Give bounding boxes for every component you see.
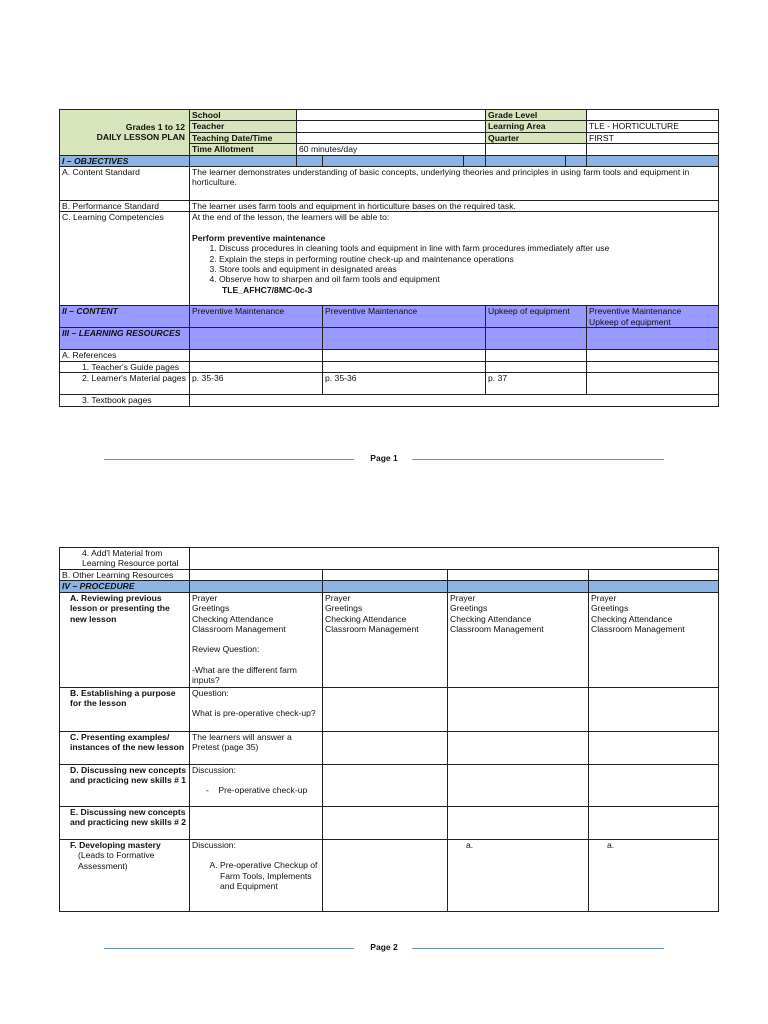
procedure-d-day1[interactable]: Discussion: - Pre-operative check-up [190, 764, 323, 806]
learning-area-label: Learning Area [486, 121, 587, 132]
learning-area-value[interactable]: TLE - HORTICULTURE [587, 121, 719, 132]
dlp-title: Grades 1 to 12 DAILY LESSON PLAN [60, 110, 190, 156]
learners-material-label: 2. Learner's Material pages [60, 373, 190, 395]
lesson-plan-table-page1 [59, 109, 719, 407]
school-value[interactable] [297, 110, 486, 121]
competencies-cell[interactable] [190, 212, 719, 306]
references-label: A. References [60, 350, 190, 361]
performance-standard-label: B. Performance Standard [60, 201, 190, 212]
lesson-plan-table-page2 [59, 547, 719, 912]
grade-level-label: Grade Level [486, 110, 587, 121]
lm-day3[interactable]: p. 37 [486, 373, 587, 395]
competencies-intro: At the end of the lesson, the learners will be able to: [192, 212, 390, 223]
procedure-f-day4[interactable]: a. [589, 839, 719, 911]
school-label: School [190, 110, 297, 121]
content-standard-text[interactable]: The learner demonstrates understanding of basic concepts, underlying theories and principles in using farm tools and equipment in horticulture. [190, 167, 719, 201]
lm-day2[interactable]: p. 35-36 [323, 373, 486, 395]
addl-material-label: 4. Add'l Material from Learning Resource portal [60, 548, 190, 570]
procedure-b-label: B. Establishing a purpose for the lesson [60, 687, 190, 731]
teaching-date-label: Teaching Date/Time [190, 132, 297, 143]
procedure-f-sublabel: (Leads to Formative Assessment) [78, 850, 155, 871]
competencies-title: Perform preventive maintenance [192, 232, 326, 243]
content-standard-label: A. Content Standard [60, 167, 190, 201]
competencies-label: C. Learning Competencies [60, 212, 190, 306]
procedure-f-label: F. Developing mastery (Leads to Formative Assessment) [60, 839, 190, 911]
teaching-date-value[interactable] [297, 132, 486, 143]
page-footer-2 [104, 942, 664, 954]
procedure-a-day1[interactable]: Prayer Greetings Checking Attendance Classroom Management Review Question: -What are the different farm inputs? [190, 592, 323, 687]
procedure-heading: IV – PROCEDURE [60, 581, 190, 592]
procedure-a-day2[interactable]: Prayer Greetings Checking Attendance Classroom Management [323, 592, 448, 687]
review-question: -What are the different farm inputs? [192, 664, 297, 686]
review-question-label: Review Question: [192, 644, 260, 655]
objectives-heading: I – OBJECTIVES [60, 155, 190, 166]
procedure-b-day1[interactable]: Question: What is pre-operative check-up? [190, 687, 323, 731]
competencies-list [192, 243, 716, 285]
procedure-a-label: A. Reviewing previous lesson or presenting the new lesson [60, 592, 190, 687]
competency-item: 3. Store tools and equipment in designated areas [219, 264, 716, 274]
procedure-d-label: D. Discussing new concepts and practicing new skills # 1 [60, 764, 190, 806]
teachers-guide-label: 1. Teacher's Guide pages [60, 361, 190, 372]
competency-item: 4. Observe how to sharpen and oil farm tools and equipment [219, 274, 716, 284]
procedure-a-day4[interactable]: Prayer Greetings Checking Attendance Classroom Management [589, 592, 719, 687]
competencies-code: TLE_AFHC7/8MC-0c-3 [222, 284, 313, 295]
quarter-label: Quarter [486, 132, 587, 143]
procedure-c-day1[interactable]: The learners will answer a Pretest (page 35) [190, 731, 323, 764]
content-day1[interactable]: Preventive Maintenance [190, 306, 323, 328]
time-allotment-label: Time Allotment [190, 144, 297, 155]
teacher-label: Teacher [190, 121, 297, 132]
procedure-e-label: E. Discussing new concepts and practicing new skills # 2 [60, 806, 190, 839]
performance-standard-text[interactable]: The learner uses farm tools and equipment in horticulture bases on the required task. [190, 201, 719, 212]
procedure-f-item: A. Pre-operative Checkup of Farm Tools, Implements and Equipment [220, 860, 320, 891]
procedure-a-day3[interactable]: Prayer Greetings Checking Attendance Classroom Management [448, 592, 589, 687]
other-resources-label: B. Other Learning Resources [60, 570, 190, 581]
learning-resources-heading: III – LEARNING RESOURCES [60, 328, 190, 350]
content-heading: II – CONTENT [60, 306, 190, 328]
time-allotment-value[interactable]: 60 minutes/day [297, 144, 486, 155]
competency-item: 1. Discuss procedures in cleaning tools and equipment in line with farm procedures immediately after use [219, 243, 716, 253]
content-day2[interactable]: Preventive Maintenance [323, 306, 486, 328]
quarter-value[interactable]: FIRST [587, 132, 719, 143]
page-number: Page 2 [370, 942, 398, 952]
competency-item: 2. Explain the steps in performing routine check-up and maintenance operations [219, 254, 716, 264]
procedure-f-day1[interactable]: Discussion: A. Pre-operative Checkup of Farm Tools, Implements and Equipment [190, 839, 323, 911]
content-day3[interactable]: Upkeep of equipment [486, 306, 587, 328]
lm-day1[interactable]: p. 35-36 [190, 373, 323, 395]
procedure-f-day3[interactable]: a. [448, 839, 589, 911]
teacher-value[interactable] [297, 121, 486, 132]
grade-level-value[interactable] [587, 110, 719, 121]
content-day4[interactable]: Preventive Maintenance Upkeep of equipment [587, 306, 719, 328]
page-footer-1 [104, 453, 664, 465]
page-number: Page 1 [370, 453, 398, 463]
textbook-pages-label: 3. Textbook pages [60, 395, 190, 406]
procedure-c-label: C. Presenting examples/ instances of the new lesson [60, 731, 190, 764]
